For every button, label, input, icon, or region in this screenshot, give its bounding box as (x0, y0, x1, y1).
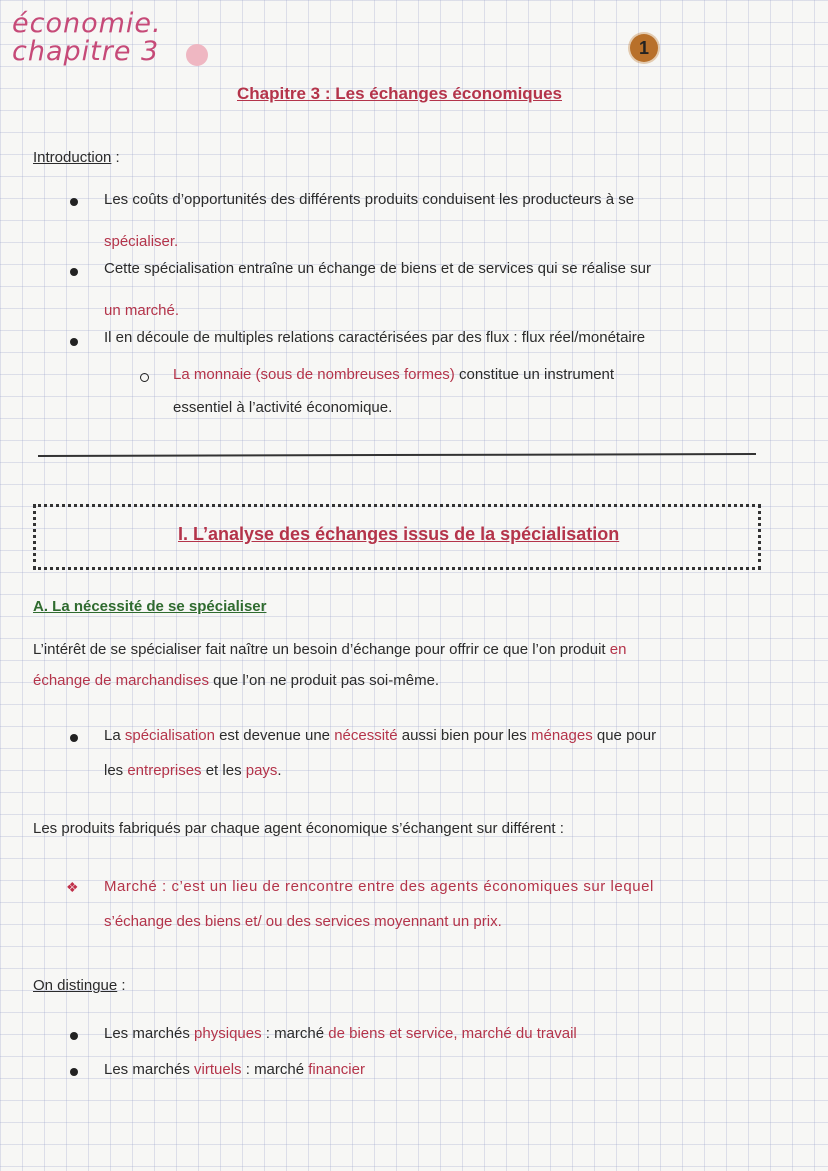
bullet-icon (70, 268, 78, 276)
subsection-a-paragraph-line-2: échange de marchandises que l’on ne produit pas soi-même. (33, 672, 440, 689)
products-exchange-line: Les produits fabriqués par chaque agent économique s’échangent sur différent : (33, 820, 564, 837)
bullet-icon (70, 1032, 78, 1040)
circle-bullet-icon (140, 373, 149, 382)
market-definition-line-2: s’échange des biens et/ ou des services moyennant un prix. (104, 913, 502, 930)
bullet-icon (70, 338, 78, 346)
intro-bullet-2-line-2: un marché. (104, 302, 180, 319)
bullet-icon (70, 1068, 78, 1076)
specialisation-bullet-line-2: les entreprises et les pays. (104, 762, 282, 779)
distinguish-heading: On distingue : (33, 977, 126, 994)
intro-sub-bullet-line-2: essentiel à l’activité économique. (173, 399, 393, 416)
bullet-icon (70, 198, 78, 206)
intro-sub-bullet-line-1: La monnaie (sous de nombreuses formes) constitue un instrument (173, 366, 615, 383)
page-number-badge: 1 (630, 34, 658, 62)
market-definition-line-1: Marché : c’est un lieu de rencontre entre des agents économiques sur lequel (104, 878, 654, 895)
bullet-icon (70, 734, 78, 742)
handwritten-subject: économie. (12, 8, 162, 39)
intro-bullet-1-line-1: Les coûts d’opportunités des différents produits conduisent les producteurs à se (104, 191, 635, 208)
virtual-markets-line: Les marchés virtuels : marché financier (104, 1061, 365, 1078)
intro-bullet-3-line-1: Il en découle de multiples relations caractérisées par des flux : flux réel/monétaire (104, 329, 646, 346)
diamond-bullet-icon: ❖ (66, 879, 79, 895)
specialisation-bullet-line-1: La spécialisation est devenue une nécessité aussi bien pour les ménages que pour (104, 727, 657, 744)
intro-bullet-1-line-2: spécialiser. (104, 233, 179, 250)
pink-sticker-dot (186, 44, 208, 66)
subsection-a-paragraph-line-1: L’intérêt de se spécialiser fait naître un besoin d’échange pour offrir ce que l’on produit en (33, 641, 627, 658)
intro-bullet-2-line-1: Cette spécialisation entraîne un échange de biens et de services qui se réalise sur (104, 260, 651, 277)
intro-heading: Introduction : (33, 149, 120, 166)
subsection-a-title: A. La nécessité de se spécialiser (33, 598, 267, 615)
section-1-title: I. L’analyse des échanges issus de la spécialisation (178, 524, 620, 544)
physical-markets-line: Les marchés physiques : marché de biens et service, marché du travail (104, 1025, 577, 1042)
page-title: Chapitre 3 : Les échanges économiques (237, 84, 562, 103)
divider (38, 453, 756, 456)
handwritten-chapter: chapitre 3 (12, 36, 160, 67)
